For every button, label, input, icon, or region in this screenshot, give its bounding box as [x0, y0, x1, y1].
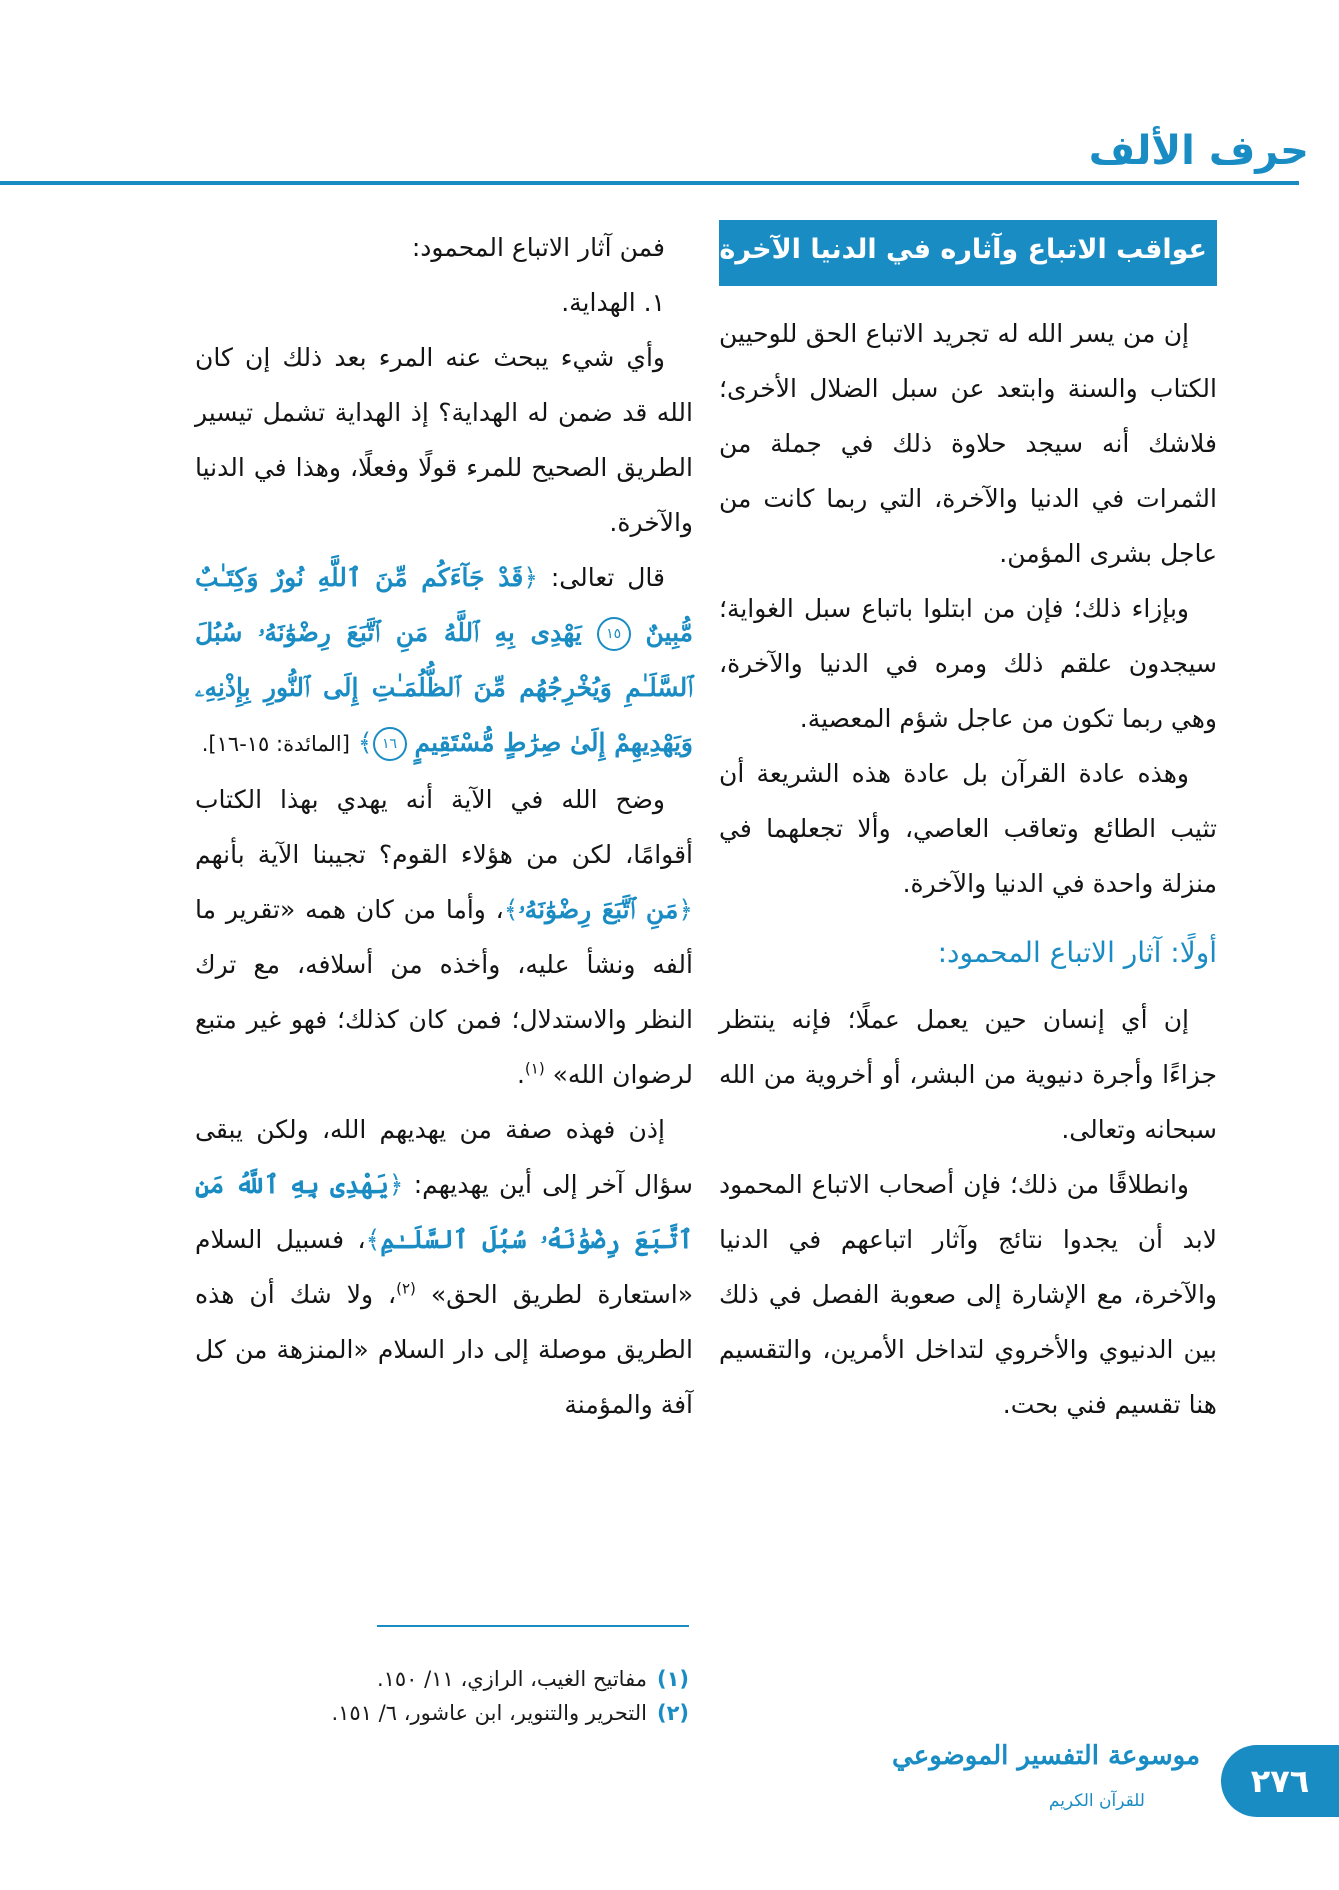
quran-bracket-open: ﴿: [678, 895, 693, 924]
quran-quote-block: [195, 550, 693, 772]
encyclopedia-logo: [892, 1735, 1200, 1830]
quran-bracket-close: ﴾: [365, 1225, 381, 1254]
paragraph: [195, 772, 693, 1102]
footnote-text: مفاتيح الغيب، الرازي، ١١/ ١٥٠.: [376, 1667, 647, 1691]
paragraph-text: وضح الله في الآية أنه يهدي بهذا الكتاب أقوامًا، لكن من هؤلاء القوم؟ تجيبنا الآية بأنهم: [195, 785, 693, 869]
footnote-number: (١): [656, 1667, 689, 1691]
paragraph: وهذه عادة القرآن بل عادة هذه الشريعة أن تثيب الطائع وتعاقب العاصي، وألا تجعلهما في منزلة واحدة في الدنيا والآخرة.: [719, 759, 1217, 898]
footnote-ref[interactable]: (٢): [396, 1279, 416, 1298]
footnote-divider: [377, 1625, 689, 1627]
paragraph-text: ، فسبيل السلام «استعارة لطريق الحق»: [195, 1225, 694, 1309]
quran-bracket-close: ﴾: [503, 895, 519, 924]
header-rule: [0, 181, 1299, 185]
subheading: أولًا: آثار الاتباع المحمود:: [937, 936, 1217, 969]
quran-verse: قَدْ جَآءَكُم مِّنَ ٱللَّهِ نُورٌ وَكِتَـٰبٌ مُّبِينٌ: [195, 563, 694, 647]
verse-reference: [المائدة: ١٥-١٦].: [201, 732, 350, 756]
quran-bracket-close: ﴾: [357, 728, 373, 757]
list-item: ١. الهداية.: [561, 288, 665, 317]
left-column: [195, 220, 693, 1432]
paragraph: وبإزاء ذلك؛ فإن من ابتلوا باتباع سبل الغواية؛ سيجدون علقم ذلك ومره في الدنيا والآخرة، وهي ربما تكون من عاجل شؤم المعصية.: [719, 594, 1217, 733]
footnote-number: (٢): [656, 1701, 689, 1725]
ayah-number-badge: ١٥: [597, 617, 631, 651]
section-heading: عواقب الاتباع وآثاره في الدنيا الآخرة: [719, 220, 1217, 286]
quran-verse: يَهْدِى بِهِ ٱللَّهُ مَنِ ٱتَّبَعَ رِضْوَٰنَهُۥ سُبُلَ ٱلسَّلَـٰمِ وَيُخْرِجُهُم مِّنَ ٱلظُّلُمَـٰتِ إِلَى ٱلنُّورِ بِإِذْنِهِۦ وَيَهْدِيهِمْ إِلَىٰ صِرَٰطٍ مُّسْتَقِيمٍ: [195, 618, 693, 757]
quran-bracket-open: ﴿: [523, 563, 538, 592]
footnote-item: [219, 1696, 689, 1730]
paragraph: وأي شيء يبحث عنه المرء بعد ذلك إن كان الله قد ضمن له الهداية؟ إذ الهداية تشمل تيسير الطريق الصحيح للمرء قولًا وفعلًا، وهذا في الدنيا والآخرة.: [195, 343, 693, 537]
paragraph: وانطلاقًا من ذلك؛ فإن أصحاب الاتباع المحمود لابد أن يجدوا نتائج وآثار اتباعهم في الدنيا والآخرة، مع الإشارة إلى صعوبة الفصل في ذلك بين الدنيوي والأخروي لتداخل الأمرين، والتقسيم هنا تقسيم فني بحت.: [719, 1170, 1217, 1419]
ayah-number-badge: ١٦: [373, 727, 407, 761]
logo-title: موسوعة التفسير الموضوعي: [892, 1741, 1200, 1771]
list-intro: فمن آثار الاتباع المحمود:: [411, 233, 665, 262]
footnote-text: التحرير والتنوير، ابن عاشور، ٦/ ١٥١.: [331, 1701, 647, 1725]
quran-bracket-open: ﴿: [388, 1170, 404, 1199]
right-column: [719, 220, 1217, 1432]
paragraph: إن أي إنسان حين يعمل عملًا؛ فإنه ينتظر جزاءًا وأجرة دنيوية من البشر، أو أخروية من الله سبحانه وتعالى.: [719, 1005, 1217, 1144]
footnote-ref[interactable]: (١): [524, 1059, 545, 1078]
page-number: ٢٧٦: [1221, 1745, 1339, 1817]
paragraph-text: إذن فهذه صفة من يهديهم الله، ولكن يبقى سؤال آخر إلى أين يهديهم:: [195, 1115, 694, 1199]
paragraph-text: ، وأما من كان همه «تقرير ما ألفه ونشأ عليه، وأخذه من أسلافه، مع ترك النظر والاستدلال؛ فمن كان كذلك؛ فهو غير متبع لرضوان الله»: [195, 895, 693, 1089]
quote-intro: قال تعالى:: [550, 563, 665, 592]
paragraph: [195, 1102, 693, 1432]
quran-verse: مَنِ ٱتَّبَعَ رِضْوَٰنَهُۥ: [518, 895, 679, 924]
paragraph: إن من يسر الله له تجريد الاتباع الحق للوحيين الكتاب والسنة وابتعد عن سبل الضلال الأخرى؛ فلاشك أنه سيجد حلاوة ذلك في جملة من الثمرات في الدنيا والآخرة، التي ربما كانت من عاجل بشرى المؤمن.: [719, 319, 1217, 568]
quran-verse: يَهْدِى بِهِ ٱللَّهُ مَنِ ٱتَّبَعَ رِضْوَٰنَهُۥ سُبُلَ ٱلسَّلَـٰمِ: [195, 1170, 693, 1254]
paragraph-text: ، ولا شك أن هذه الطريق موصلة إلى دار السلام «المنزهة من كل آفة والمؤمنة: [195, 1280, 693, 1419]
footnote-item: [219, 1662, 689, 1696]
chapter-title: حرف الألف: [1088, 128, 1309, 174]
punctuation: .: [516, 1060, 525, 1089]
logo-subtitle: للقرآن الكريم: [1048, 1791, 1145, 1811]
footnotes: [219, 1662, 689, 1730]
